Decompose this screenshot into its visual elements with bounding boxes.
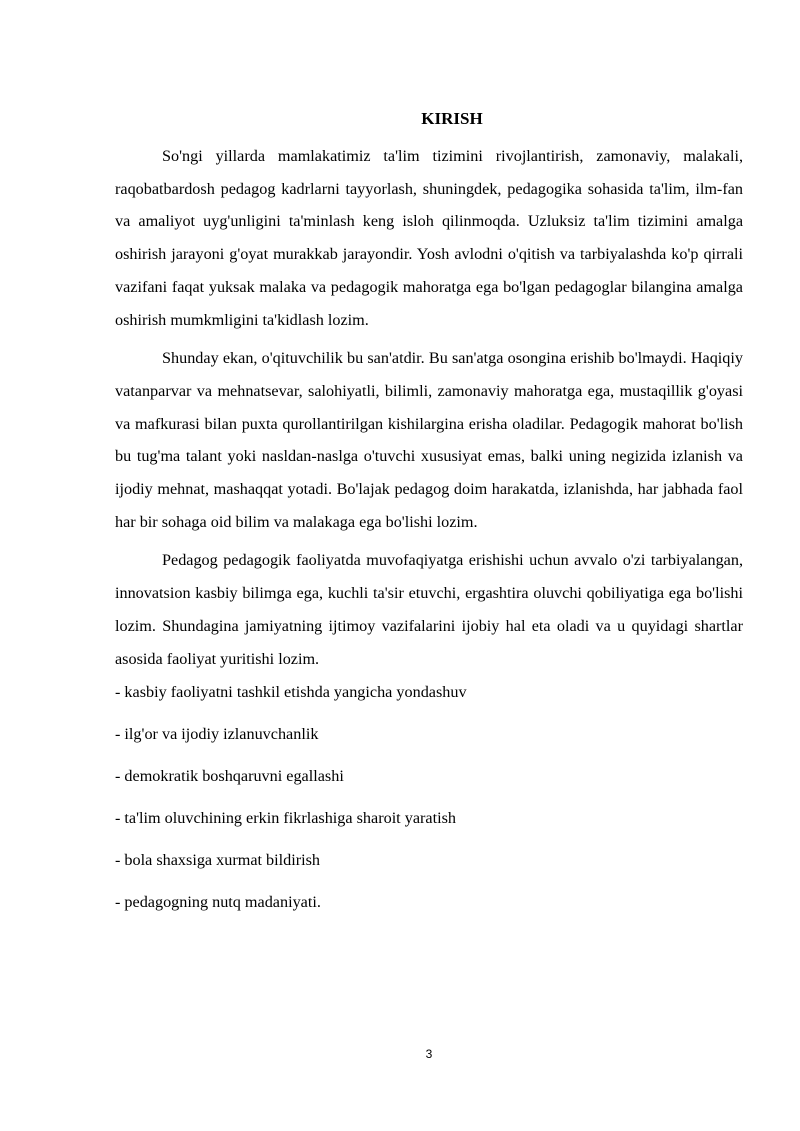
list-item: - pedagogning nutq madaniyati.: [115, 893, 321, 912]
document-page: [115, 108, 743, 933]
section-heading: KIRISH: [421, 109, 483, 128]
conditions-list: [115, 681, 743, 913]
list-item: - ta'lim oluvchining erkin fikrlashiga sharoit yaratish: [115, 809, 456, 828]
list-item: - kasbiy faoliyatni tashkil etishda yangicha yondashuv: [115, 683, 467, 702]
list-item: - bola shaxsiga xurmat bildirish: [115, 851, 321, 870]
page-number: 3: [425, 1047, 433, 1061]
list-item: - demokratik boshqaruvni egallashi: [115, 767, 344, 786]
list-item: - ilg'or va ijodiy izlanuvchanlik: [115, 725, 319, 744]
paragraph-art-of-teaching: Shunday ekan, o'qituvchilik bu san'atdir. Bu san'atga osongina erishib bo'lmaydi. Haqiqiy vatanparvar va mehnatsevar, salohiyatli, bilimli, zamonaviy mahoratga ega, mustaqillik g'oyasi va mafkurasi bilan puxta qurollantirilgan kishilargina erisha oladilar. Pedagogik mahorat bo'lish bu tug'ma talant yoki nasldan-naslga o'tuvchi xususiyat emas, balki uning negizida izlanish va ijodiy mehnat, mashaqqat yotadi. Bo'lajak pedagog doim harakatda, izlanishda, har jabhada faol har bir sohaga oid bilim va malakaga ega bo'lishi lozim.: [115, 349, 743, 531]
paragraph-intro: So'ngi yillarda mamlakatimiz ta'lim tizimini rivojlantirish, zamonaviy, malakali, raqobatbardosh pedagog kadrlarni tayyorlash, shuningdek, pedagogika sohasida ta'lim, ilm-fan va amaliyot uyg'unligini ta'minlash keng isloh qilinmoqda. Uzluksiz ta'lim tizimini amalga oshirish jarayoni g'oyat murakkab jarayondir. Yosh avlodni o'qitish va tarbiyalashda ko'p qirrali vazifani faqat yuksak malaka va pedagogik mahoratga ega bo'lgan pedagoglar bilangina amalga oshirish mumkmligini ta'kidlash lozim.: [115, 147, 743, 329]
paragraph-conditions: Pedagog pedagogik faoliyatda muvofaqiyatga erishishi uchun avvalo o'zi tarbiyalangan, innovatsion kasbiy bilimga ega, kuchli ta'sir etuvchi, ergashtira oluvchi qobiliyatiga ega bo'lishi lozim. Shundagina jamiyatning ijtimoy vazifalarini ijobiy hal eta oladi va u quyidagi shartlar asosida faoliyat yuritishi lozim.: [115, 551, 743, 668]
